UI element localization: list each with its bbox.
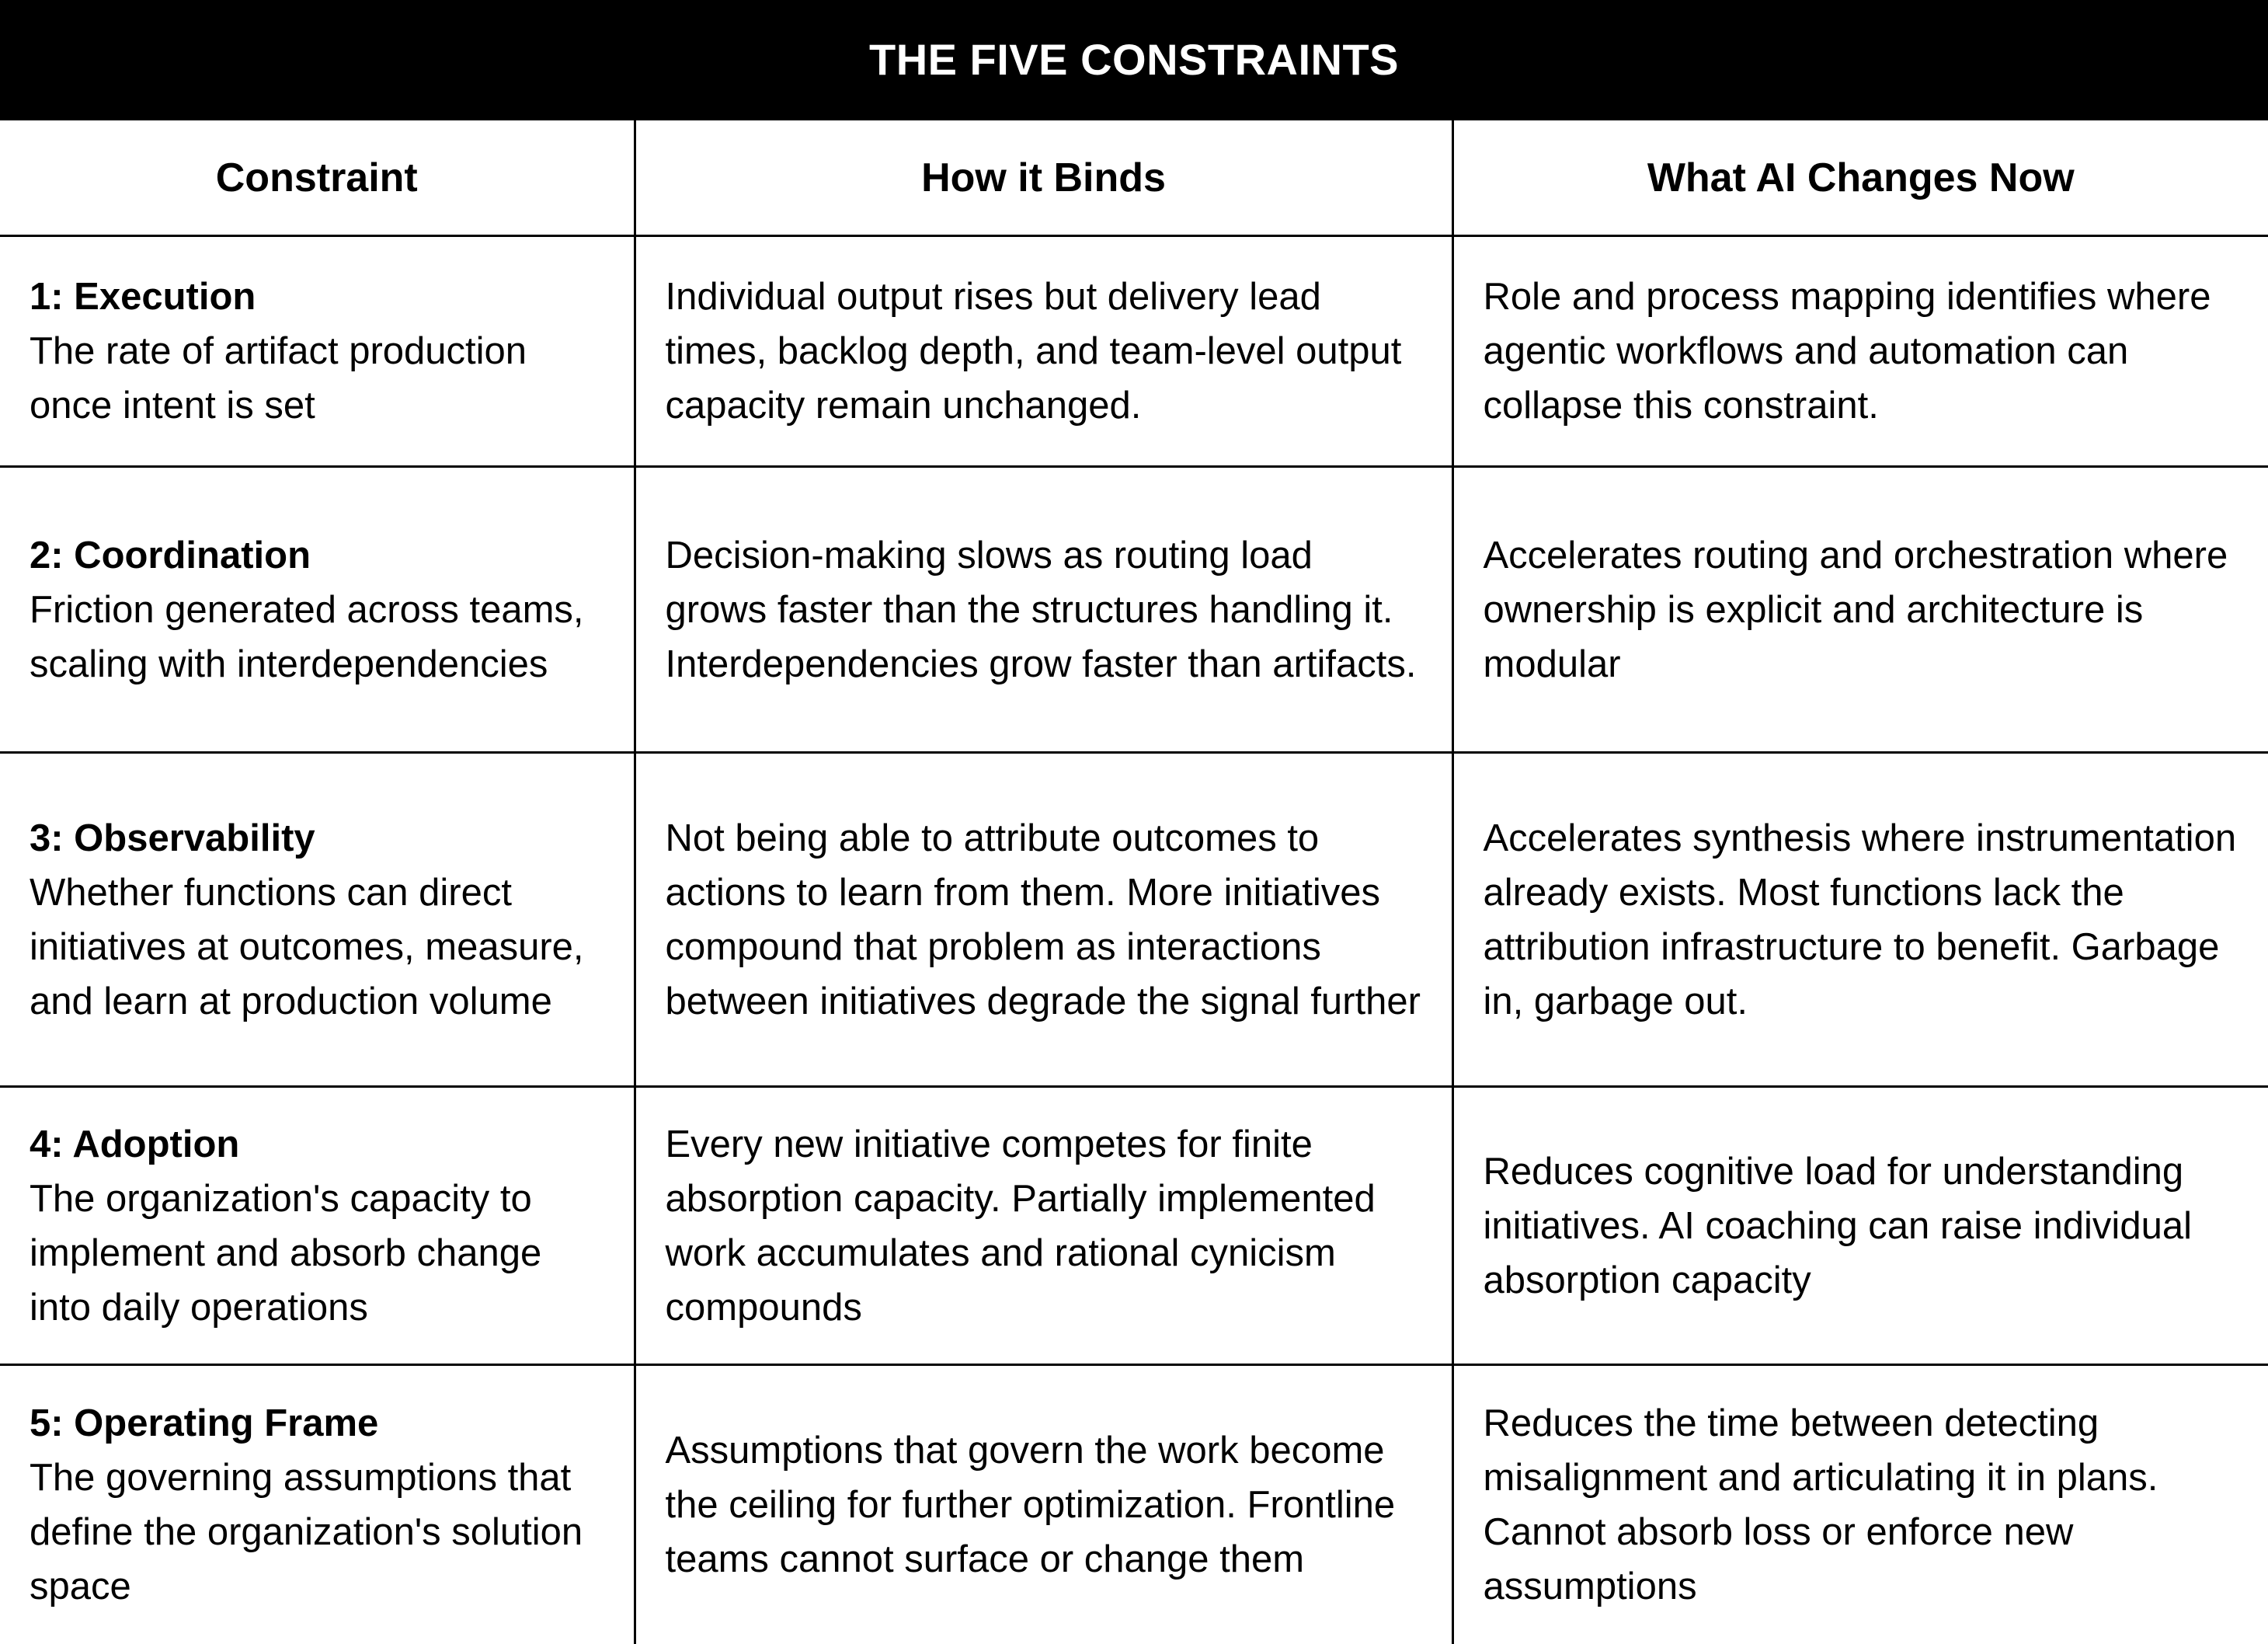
- table-row: [0, 467, 2268, 753]
- constraint-description: The rate of artifact production once intent is set: [30, 330, 527, 427]
- constraint-description: The governing assumptions that define the organization's solution space: [30, 1456, 583, 1607]
- table-row: [0, 1365, 2268, 1644]
- constraint-description: The organization's capacity to implement and absorb change into daily operations: [30, 1177, 542, 1329]
- column-header-constraint: Constraint: [0, 120, 635, 236]
- constraint-cell: [0, 1365, 635, 1644]
- constraint-description: Friction generated across teams, scaling with interdependencies: [30, 588, 584, 685]
- constraint-cell: [0, 236, 635, 467]
- constraint-description: Whether functions can direct initiatives at outcomes, measure, and learn at production volume: [30, 871, 584, 1022]
- table-row: [0, 236, 2268, 467]
- constraint-name: 2: Coordination: [30, 534, 311, 576]
- constraints-table: [0, 118, 2268, 1644]
- how-it-binds-cell: Individual output rises but delivery lead times, backlog depth, and team-level output capacity remain unchanged.: [635, 236, 1452, 467]
- what-ai-changes-cell: Accelerates synthesis where instrumentation already exists. Most functions lack the attribution infrastructure to benefit. Garbage in, garbage out.: [1452, 753, 2268, 1087]
- header-row: [0, 120, 2268, 236]
- what-ai-changes-cell: Reduces cognitive load for understanding initiatives. AI coaching can raise individual absorption capacity: [1452, 1087, 2268, 1365]
- table-row: [0, 753, 2268, 1087]
- constraint-name: 4: Adoption: [30, 1123, 240, 1165]
- constraint-cell: [0, 467, 635, 753]
- what-ai-changes-cell: Role and process mapping identifies where agentic workflows and automation can collapse this constraint.: [1452, 236, 2268, 467]
- what-ai-changes-cell: Reduces the time between detecting misalignment and articulating it in plans. Cannot absorb loss or enforce new assumptions: [1452, 1365, 2268, 1644]
- how-it-binds-cell: Assumptions that govern the work become the ceiling for further optimization. Frontline teams cannot surface or change them: [635, 1365, 1452, 1644]
- table-title: THE FIVE CONSTRAINTS: [0, 0, 2268, 118]
- constraint-cell: [0, 753, 635, 1087]
- how-it-binds-cell: Decision-making slows as routing load grows faster than the structures handling it. Interdependencies grow faster than artifacts.: [635, 467, 1452, 753]
- constraint-name: 3: Observability: [30, 817, 315, 859]
- how-it-binds-cell: Every new initiative competes for finite absorption capacity. Partially implemented work accumulates and rational cynicism compounds: [635, 1087, 1452, 1365]
- constraint-name: 1: Execution: [30, 276, 256, 318]
- column-header-what-ai-changes: What AI Changes Now: [1452, 120, 2268, 236]
- column-header-how-it-binds: How it Binds: [635, 120, 1452, 236]
- table-row: [0, 1087, 2268, 1365]
- how-it-binds-cell: Not being able to attribute outcomes to actions to learn from them. More initiatives compound that problem as interactions between initiatives degrade the signal further: [635, 753, 1452, 1087]
- what-ai-changes-cell: Accelerates routing and orchestration where ownership is explicit and architecture is modular: [1452, 467, 2268, 753]
- constraint-name: 5: Operating Frame: [30, 1402, 379, 1444]
- constraint-cell: [0, 1087, 635, 1365]
